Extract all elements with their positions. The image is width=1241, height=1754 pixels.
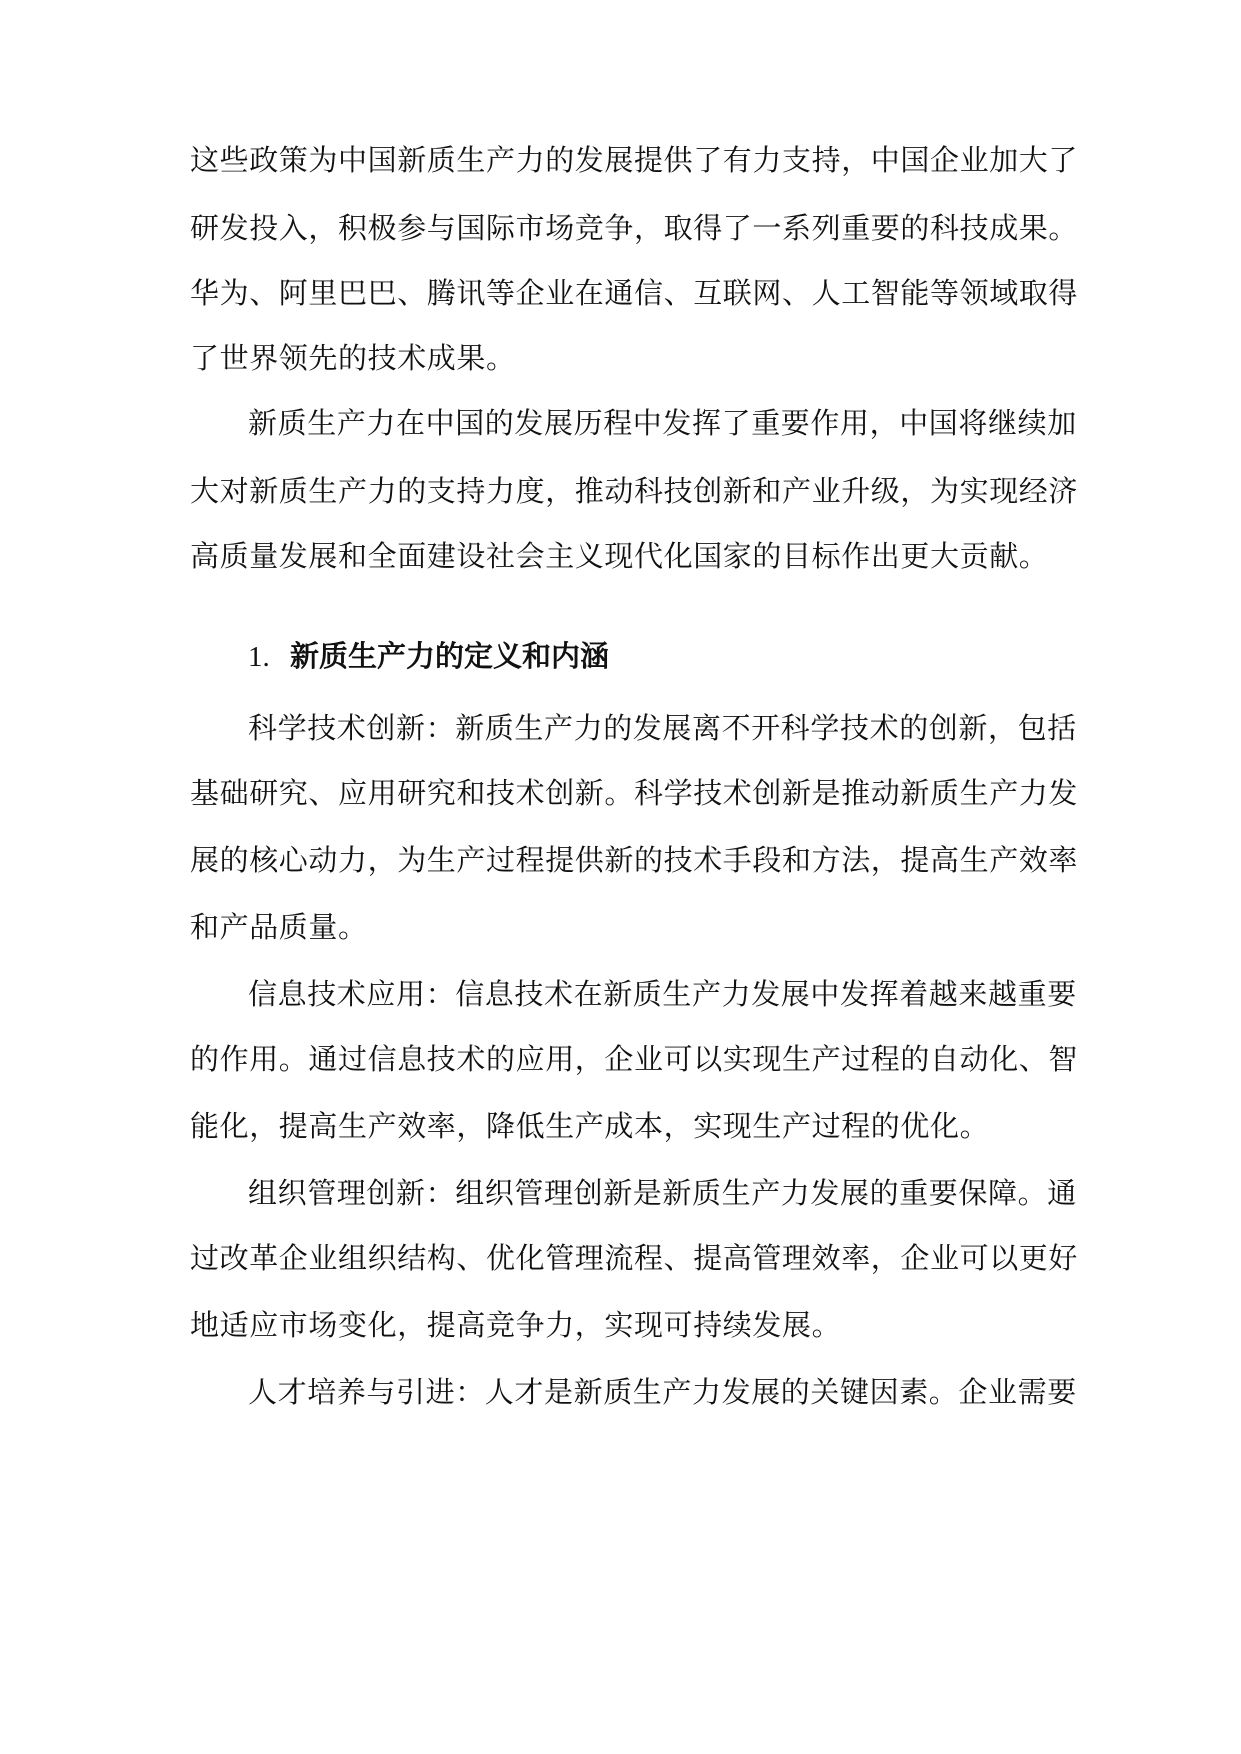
paragraph-line: 大对新质生产力的支持力度，推动科技创新和产业升级，为实现经济 — [190, 474, 1079, 508]
paragraph-line: 基础研究、应用研究和技术创新。科学技术创新是推动新质生产力发 — [190, 776, 1079, 810]
heading-text: 新质生产力的定义和内涵 — [290, 639, 610, 673]
paragraph-line: 的作用。通过信息技术的应用，企业可以实现生产过程的自动化、智 — [190, 1042, 1079, 1076]
paragraph-line: 了世界领先的技术成果。 — [190, 341, 516, 375]
paragraph-line: 科学技术创新：新质生产力的发展离不开科学技术的创新，包括 — [248, 711, 1077, 745]
paragraph-line: 组织管理创新：组织管理创新是新质生产力发展的重要保障。通 — [248, 1176, 1077, 1210]
paragraph-line: 能化，提高生产效率，降低生产成本，实现生产过程的优化。 — [190, 1109, 990, 1143]
paragraph-line: 信息技术应用：信息技术在新质生产力发展中发挥着越来越重要 — [248, 977, 1077, 1011]
paragraph-line: 这些政策为中国新质生产力的发展提供了有力支持，中国企业加大了 — [190, 143, 1079, 177]
paragraph-line: 人才培养与引进：人才是新质生产力发展的关键因素。企业需要 — [248, 1375, 1077, 1409]
paragraph-line: 过改革企业组织结构、优化管理流程、提高管理效率，企业可以更好 — [190, 1241, 1079, 1275]
section-heading — [248, 636, 609, 677]
paragraph-line: 新质生产力在中国的发展历程中发挥了重要作用，中国将继续加 — [248, 406, 1077, 440]
paragraph-line: 研发投入，积极参与国际市场竞争，取得了一系列重要的科技成果。 — [190, 211, 1079, 245]
paragraph-line: 展的核心动力，为生产过程提供新的技术手段和方法，提高生产效率 — [190, 843, 1079, 877]
paragraph-line: 和产品质量。 — [190, 910, 368, 944]
heading-number: 1. — [248, 641, 270, 673]
paragraph-line: 高质量发展和全面建设社会主义现代化国家的目标作出更大贡献。 — [190, 539, 1049, 573]
paragraph-line: 华为、阿里巴巴、腾讯等企业在通信、互联网、人工智能等领域取得 — [190, 276, 1079, 310]
paragraph-line: 地适应市场变化，提高竞争力，实现可持续发展。 — [190, 1308, 842, 1342]
